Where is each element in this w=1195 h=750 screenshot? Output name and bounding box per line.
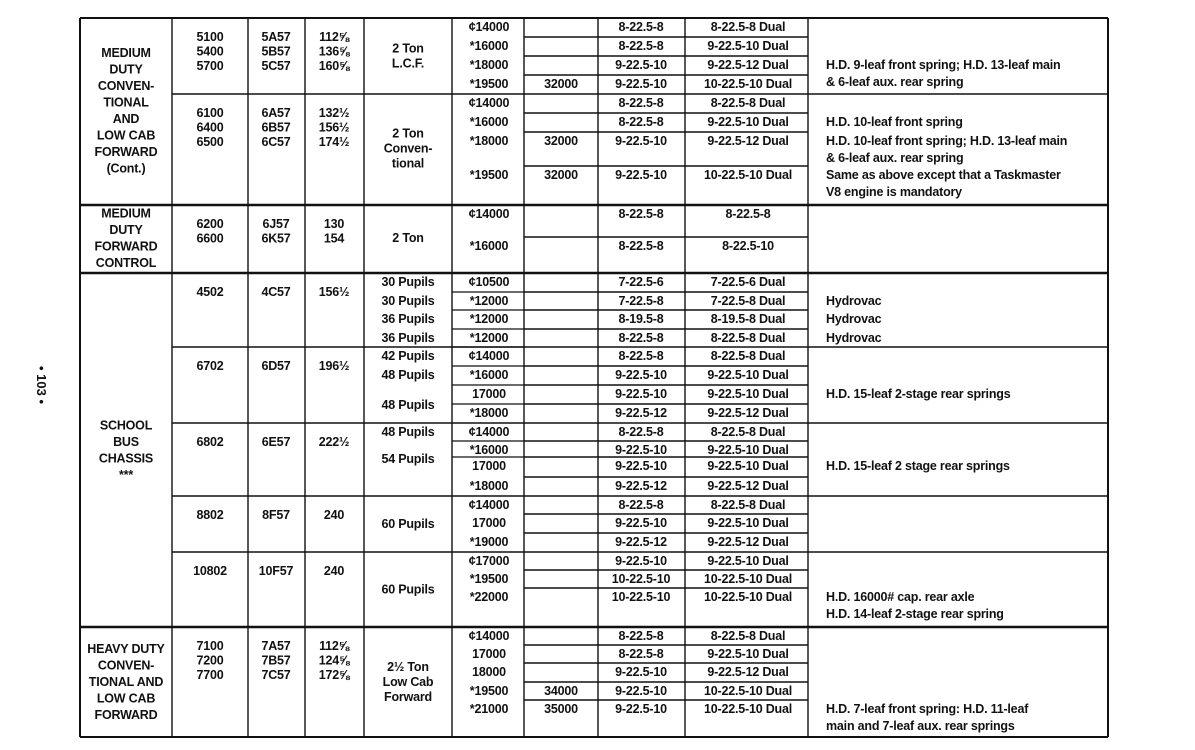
- model-number: 6702: [196, 359, 224, 373]
- front-tire: 9-22.5-10: [615, 459, 667, 473]
- front-tire: 9-22.5-10: [615, 58, 667, 72]
- model-number: 5400: [196, 44, 224, 59]
- gvw-value: *12000: [469, 331, 509, 345]
- rear-tire: 9-22.5-12 Dual: [707, 134, 789, 148]
- pupil-capacity: 42 Pupils: [381, 349, 435, 363]
- body-type: 2 Ton: [392, 126, 424, 141]
- front-tire: 8-22.5-8: [618, 647, 664, 661]
- body-type: Conven-: [383, 141, 433, 156]
- model-number: 6100: [196, 106, 224, 120]
- gcw-value: 32000: [544, 77, 578, 91]
- spec-note: main and 7-leaf aux. rear springs: [826, 719, 1015, 733]
- section-label: FORWARD: [94, 144, 158, 159]
- spec-note: & 6-leaf aux. rear spring: [826, 151, 964, 165]
- gvw-value: 17000: [472, 647, 506, 661]
- front-tire: 8-22.5-8: [618, 629, 664, 643]
- gvw-value: ¢10500: [468, 275, 510, 289]
- rear-tire: 8-22.5-10: [722, 239, 774, 253]
- section-label: MEDIUM: [101, 206, 151, 221]
- front-tire: 9-22.5-10: [615, 134, 667, 148]
- rear-tire: 8-22.5-8 Dual: [710, 349, 786, 363]
- gvw-value: *18000: [469, 58, 509, 72]
- wheelbase: 132½: [318, 106, 350, 120]
- model-code: 8F57: [262, 508, 290, 522]
- rear-tire: 8-22.5-8: [725, 207, 771, 221]
- wheelbase: 124⅝: [318, 653, 350, 668]
- gcw-value: 32000: [544, 134, 578, 148]
- rear-tire: 8-22.5-8 Dual: [710, 629, 786, 643]
- pupil-capacity: 30 Pupils: [381, 294, 435, 308]
- model-number: 4502: [196, 285, 224, 299]
- model-code: 4C57: [261, 285, 291, 299]
- section-label: (Cont.): [106, 161, 146, 176]
- section-label: DUTY: [109, 62, 143, 77]
- section-label: CONVEN-: [97, 658, 155, 673]
- gvw-value: *16000: [469, 115, 509, 129]
- front-tire: 8-22.5-8: [618, 115, 664, 129]
- model-number: 5700: [196, 59, 224, 73]
- wheelbase: 160⅝: [318, 59, 350, 73]
- spec-note: Hydrovac: [826, 331, 882, 345]
- rear-tire: 9-22.5-10 Dual: [707, 368, 789, 382]
- gvw-value: ¢14000: [468, 349, 510, 363]
- section-label: CONVEN-: [97, 78, 155, 93]
- model-number: 6400: [196, 120, 224, 135]
- section-label: LOW CAB: [96, 691, 156, 706]
- model-number: 5100: [196, 30, 224, 44]
- front-tire: 10-22.5-10: [611, 572, 671, 586]
- model-number: 8802: [196, 508, 224, 522]
- gvw-value: *16000: [469, 368, 509, 382]
- model-code: 5B57: [261, 44, 291, 59]
- rear-tire: 8-22.5-8 Dual: [710, 20, 786, 34]
- gvw-value: *18000: [469, 134, 509, 148]
- section-label: AND: [112, 111, 140, 126]
- front-tire: 9-22.5-10: [615, 665, 667, 679]
- model-number: 10802: [193, 564, 227, 578]
- front-tire: 9-22.5-10: [615, 387, 667, 401]
- model-code: 7A57: [261, 639, 291, 653]
- gvw-value: ¢14000: [468, 20, 510, 34]
- front-tire: 9-22.5-10: [615, 702, 667, 716]
- wheelbase: 112⅝: [319, 30, 349, 44]
- gvw-value: *16000: [469, 39, 509, 53]
- gvw-value: 17000: [472, 387, 506, 401]
- wheelbase: 154: [323, 231, 345, 246]
- wheelbase: 130: [323, 217, 345, 231]
- page-number: • 103 •: [34, 365, 49, 405]
- body-type: 2 Ton: [392, 41, 424, 56]
- gvw-value: 17000: [472, 516, 506, 530]
- rear-tire: 8-19.5-8 Dual: [710, 312, 786, 326]
- rear-tire: 9-22.5-12 Dual: [707, 665, 789, 679]
- spec-note: H.D. 7-leaf front spring: H.D. 11-leaf: [826, 702, 1029, 716]
- section-label: TIONAL AND: [88, 675, 164, 689]
- section-label: ***: [119, 467, 133, 482]
- front-tire: 9-22.5-12: [615, 535, 667, 549]
- pupil-capacity: 48 Pupils: [381, 368, 435, 382]
- gvw-value: *22000: [469, 590, 509, 604]
- gvw-value: ¢14000: [468, 207, 510, 221]
- model-number: 7700: [196, 668, 224, 682]
- front-tire: 8-22.5-8: [618, 349, 664, 363]
- gvw-value: *16000: [469, 443, 509, 457]
- pupil-capacity: 30 Pupils: [381, 275, 435, 289]
- wheelbase: 240: [323, 564, 345, 578]
- rear-tire: 8-22.5-8 Dual: [710, 331, 786, 345]
- section-label: CONTROL: [95, 255, 157, 270]
- rear-tire: 9-22.5-10 Dual: [707, 516, 789, 530]
- rear-tire: 10-22.5-10 Dual: [703, 168, 793, 182]
- rear-tire: 9-22.5-12 Dual: [707, 535, 789, 549]
- rear-tire: 9-22.5-12 Dual: [707, 479, 789, 493]
- wheelbase: 172⅝: [318, 668, 350, 682]
- front-tire: 7-22.5-6: [618, 275, 664, 289]
- gvw-value: *19000: [469, 535, 509, 549]
- rear-tire: 9-22.5-10 Dual: [707, 554, 789, 568]
- front-tire: 9-22.5-10: [615, 516, 667, 530]
- spec-note: V8 engine is mandatory: [826, 185, 962, 199]
- rear-tire: 9-22.5-10 Dual: [707, 459, 789, 473]
- gvw-value: 17000: [472, 459, 506, 473]
- rear-tire: 9-22.5-10 Dual: [707, 39, 789, 53]
- rear-tire: 9-22.5-10 Dual: [707, 115, 789, 129]
- spec-note: H.D. 14-leaf 2-stage rear spring: [826, 607, 1004, 621]
- body-type: Forward: [384, 690, 432, 704]
- model-code: 7C57: [261, 668, 291, 682]
- section-label: SCHOOL: [99, 418, 153, 433]
- gvw-value: 18000: [472, 665, 506, 679]
- rear-tire: 7-22.5-8 Dual: [710, 294, 786, 308]
- rear-tire: 9-22.5-12 Dual: [707, 58, 789, 72]
- front-tire: 8-22.5-8: [618, 425, 664, 439]
- section-label: FORWARD: [94, 239, 158, 254]
- wheelbase: 156½: [318, 120, 350, 135]
- rear-tire: 8-22.5-8 Dual: [710, 96, 786, 110]
- section-label: LOW CAB: [96, 128, 156, 143]
- gvw-value: ¢17000: [468, 554, 510, 568]
- front-tire: 9-22.5-10: [615, 77, 667, 91]
- body-type: L.C.F.: [391, 56, 425, 71]
- pupil-capacity: 60 Pupils: [381, 582, 435, 597]
- model-code: 6E57: [261, 435, 291, 449]
- rear-tire: 8-22.5-8 Dual: [710, 425, 786, 439]
- model-number: 6802: [196, 435, 224, 449]
- pupil-capacity: 48 Pupils: [381, 398, 435, 412]
- rear-tire: 9-22.5-10 Dual: [707, 647, 789, 661]
- wheelbase: 222½: [318, 435, 350, 449]
- pupil-capacity: 60 Pupils: [381, 517, 435, 531]
- spec-note: H.D. 9-leaf front spring; H.D. 13-leaf main: [826, 58, 1061, 72]
- gvw-value: ¢14000: [468, 629, 510, 643]
- spec-note: H.D. 16000# cap. rear axle: [826, 590, 975, 604]
- gvw-value: *18000: [469, 479, 509, 493]
- front-tire: 8-22.5-8: [618, 331, 664, 345]
- gcw-value: 35000: [544, 702, 578, 716]
- model-code: 6B57: [261, 120, 291, 135]
- wheelbase: 112⅝: [319, 639, 349, 653]
- front-tire: 10-22.5-10: [611, 590, 671, 604]
- gvw-value: *21000: [469, 702, 509, 716]
- gvw-value: ¢14000: [468, 96, 510, 110]
- front-tire: 9-22.5-10: [615, 554, 667, 568]
- gvw-value: *16000: [469, 239, 509, 253]
- body-type: 2 Ton: [392, 231, 424, 245]
- spec-note: & 6-leaf aux. rear spring: [826, 75, 964, 89]
- model-code: 6K57: [261, 231, 291, 246]
- rear-tire: 8-22.5-8 Dual: [710, 498, 786, 512]
- pupil-capacity: 36 Pupils: [381, 331, 435, 345]
- spec-note: Hydrovac: [826, 294, 882, 308]
- spec-note: H.D. 15-leaf 2-stage rear springs: [826, 387, 1011, 401]
- body-type: tional: [391, 156, 425, 171]
- section-label: HEAVY DUTY: [87, 642, 165, 656]
- section-label: TIONAL: [103, 95, 149, 110]
- front-tire: 9-22.5-12: [615, 406, 667, 420]
- gvw-value: *19500: [469, 684, 509, 698]
- front-tire: 9-22.5-10: [615, 168, 667, 182]
- model-code: 5A57: [261, 30, 291, 44]
- model-code: 6D57: [261, 359, 291, 373]
- wheelbase: 156½: [318, 285, 350, 299]
- section-label: CHASSIS: [98, 451, 154, 466]
- model-number: 7200: [196, 653, 224, 668]
- spec-note: H.D. 10-leaf front spring: [826, 115, 963, 129]
- front-tire: 8-22.5-8: [618, 39, 664, 53]
- front-tire: 7-22.5-8: [618, 294, 664, 308]
- pupil-capacity: 54 Pupils: [381, 452, 435, 466]
- front-tire: 8-22.5-8: [618, 207, 664, 221]
- body-type: 2½ Ton: [387, 660, 429, 674]
- body-type: Low Cab: [382, 675, 434, 689]
- wheelbase: 240: [323, 508, 345, 522]
- rear-tire: 10-22.5-10 Dual: [703, 77, 793, 91]
- model-code: 5C57: [261, 59, 291, 73]
- section-label: DUTY: [109, 222, 143, 237]
- gvw-value: *18000: [469, 406, 509, 420]
- spec-note: H.D. 15-leaf 2 stage rear springs: [826, 459, 1010, 473]
- spec-note: H.D. 10-leaf front spring; H.D. 13-leaf main: [826, 134, 1068, 148]
- model-code: 7B57: [261, 653, 291, 668]
- gvw-value: *19500: [469, 77, 509, 91]
- gvw-value: *12000: [469, 294, 509, 308]
- front-tire: 9-22.5-12: [615, 479, 667, 493]
- model-number: 6200: [196, 217, 224, 231]
- model-code: 10F57: [258, 564, 294, 578]
- rear-tire: 10-22.5-10 Dual: [703, 572, 793, 586]
- front-tire: 8-19.5-8: [618, 312, 664, 326]
- pupil-capacity: 36 Pupils: [381, 312, 435, 326]
- front-tire: 8-22.5-8: [618, 96, 664, 110]
- gvw-value: *12000: [469, 312, 509, 326]
- front-tire: 9-22.5-10: [615, 368, 667, 382]
- rear-tire: 10-22.5-10 Dual: [703, 590, 793, 604]
- gcw-value: 34000: [544, 684, 578, 698]
- section-label: MEDIUM: [101, 45, 151, 60]
- gvw-value: ¢14000: [468, 498, 510, 512]
- gcw-value: 32000: [544, 168, 578, 182]
- pupil-capacity: 48 Pupils: [381, 425, 435, 439]
- section-label: FORWARD: [94, 708, 158, 722]
- front-tire: 9-22.5-10: [615, 684, 667, 698]
- front-tire: 8-22.5-8: [618, 20, 664, 34]
- front-tire: 9-22.5-10: [615, 443, 667, 457]
- rear-tire: 9-22.5-10 Dual: [707, 387, 789, 401]
- model-number: 7100: [196, 639, 224, 653]
- gvw-value: *19500: [469, 168, 509, 182]
- rear-tire: 10-22.5-10 Dual: [703, 684, 793, 698]
- model-number: 6500: [196, 135, 224, 149]
- rear-tire: 9-22.5-12 Dual: [707, 406, 789, 420]
- model-code: 6A57: [261, 106, 291, 120]
- model-code: 6J57: [262, 217, 290, 231]
- spec-note: Same as above except that a Taskmaster: [826, 168, 1061, 182]
- model-code: 6C57: [261, 135, 291, 149]
- rear-tire: 7-22.5-6 Dual: [710, 275, 786, 289]
- section-label: BUS: [113, 434, 139, 449]
- gvw-value: ¢14000: [468, 425, 510, 439]
- rear-tire: 10-22.5-10 Dual: [703, 702, 793, 716]
- front-tire: 8-22.5-8: [618, 239, 664, 253]
- spec-note: Hydrovac: [826, 312, 882, 326]
- wheelbase: 196½: [318, 359, 350, 373]
- front-tire: 8-22.5-8: [618, 498, 664, 512]
- wheelbase: 174½: [318, 135, 350, 149]
- wheelbase: 136⅝: [318, 44, 350, 59]
- rear-tire: 9-22.5-10 Dual: [707, 443, 789, 457]
- model-number: 6600: [196, 231, 224, 246]
- gvw-value: *19500: [469, 572, 509, 586]
